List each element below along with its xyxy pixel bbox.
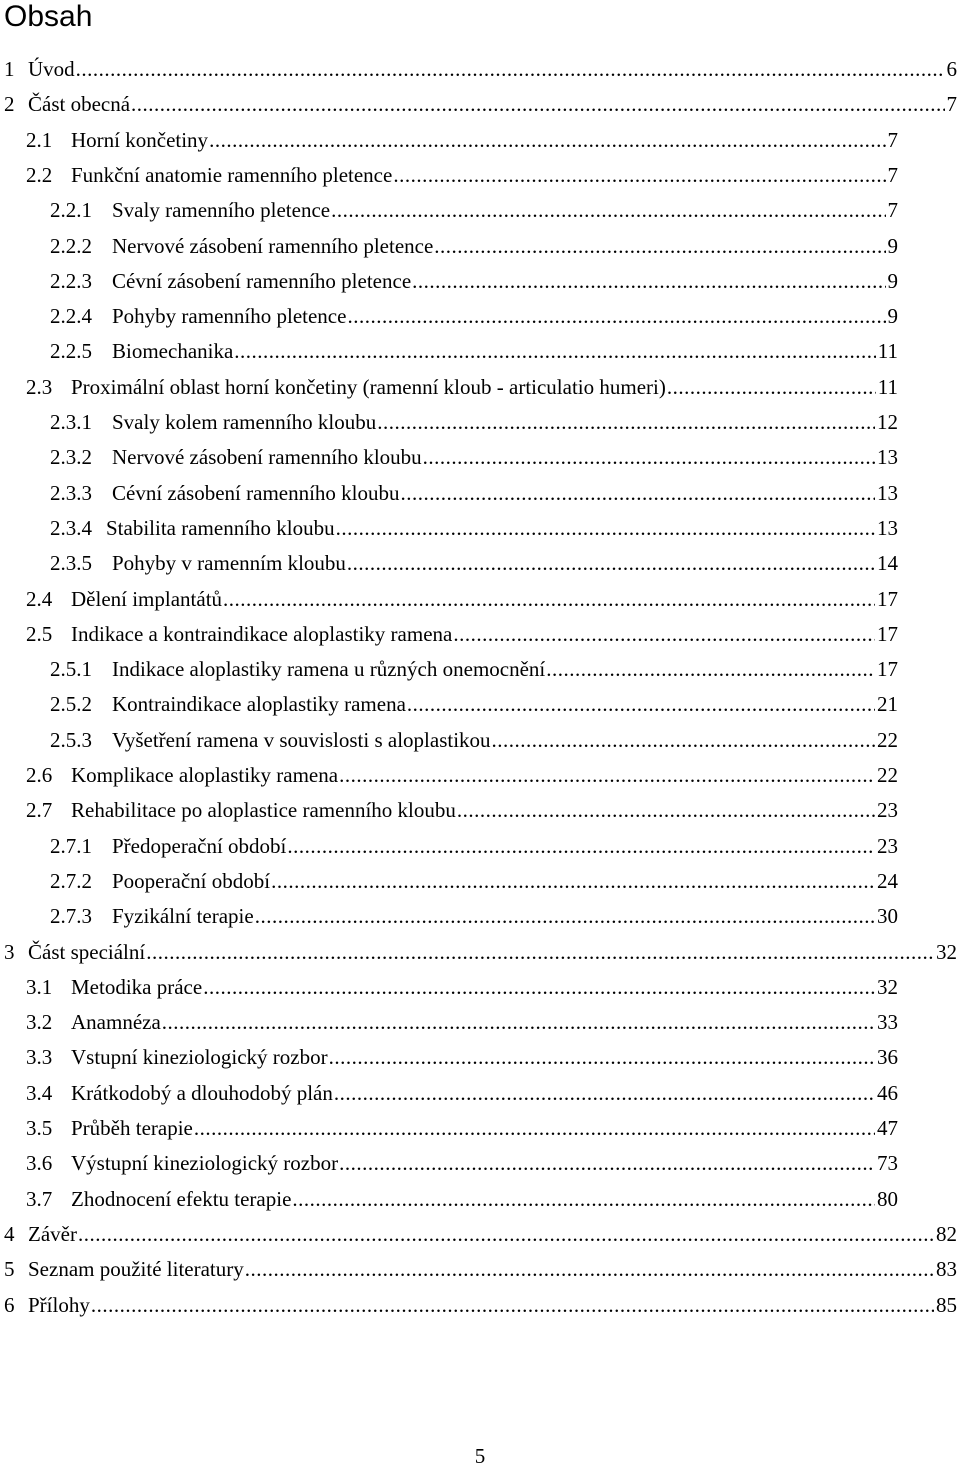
toc-entry[interactable] — [26, 582, 898, 617]
toc-entry-page: 11 — [877, 339, 898, 364]
toc-entry-number: 2.2.5 — [50, 339, 92, 364]
toc-entry-number: 2.2.3 — [50, 268, 92, 293]
toc-entry[interactable] — [26, 1182, 898, 1217]
toc-entry-label: Stabilita ramenního kloubu — [106, 515, 335, 540]
toc-leader-dots — [223, 582, 875, 617]
toc-leader-dots — [209, 123, 885, 158]
toc-entry-page: 32 — [877, 974, 898, 999]
toc-leader-dots — [131, 87, 944, 122]
toc-entry-page: 6 — [946, 57, 957, 81]
toc-leader-dots — [453, 617, 875, 652]
toc-entry-label: Předoperační období — [112, 833, 287, 858]
toc-leader-dots — [347, 299, 885, 334]
toc-entry-number: 2.7.3 — [50, 904, 92, 929]
toc-leader-dots — [78, 1217, 934, 1252]
toc-entry[interactable] — [26, 617, 898, 652]
toc-leader-dots — [492, 723, 875, 758]
toc-entry-label: Cévní zásobení ramenního pletence — [112, 268, 412, 293]
toc-entry-number: 2.5 — [26, 621, 53, 646]
toc-entry-page: 33 — [877, 1010, 898, 1035]
toc-entry-page: 17 — [877, 657, 898, 682]
toc-leader-dots — [287, 829, 875, 864]
toc-leader-dots — [162, 1005, 875, 1040]
toc-leader-dots — [434, 229, 885, 264]
toc-entry-page: 80 — [877, 1186, 898, 1211]
toc-leader-dots — [255, 899, 875, 934]
toc-entry[interactable] — [26, 1040, 898, 1075]
toc-entry-label: Svaly ramenního pletence — [112, 198, 331, 223]
toc-entry-number: 3.4 — [26, 1080, 53, 1105]
toc-entry-number: 6 — [4, 1292, 15, 1317]
toc-entry[interactable] — [4, 935, 957, 970]
toc-entry-label: Nervové zásobení ramenního pletence — [112, 233, 434, 258]
toc-entry-number: 3.1 — [26, 974, 53, 999]
toc-entry[interactable] — [50, 864, 898, 899]
toc-entry-page: 9 — [887, 304, 898, 329]
toc-leader-dots — [76, 52, 945, 87]
toc-entry-page: 17 — [877, 586, 898, 611]
toc-entry-page: 13 — [877, 515, 898, 540]
toc-entry[interactable] — [4, 1288, 957, 1323]
toc-entry-number: 3.2 — [26, 1010, 53, 1035]
toc-entry-label: Úvod — [28, 57, 75, 81]
toc-entry[interactable] — [50, 229, 898, 264]
toc-entry[interactable] — [50, 264, 898, 299]
toc-leader-dots — [234, 334, 875, 369]
toc-entry-label: Funkční anatomie ramenního pletence — [71, 162, 393, 187]
toc-entry-number: 2.3.3 — [50, 480, 92, 505]
toc-leader-dots — [245, 1252, 934, 1287]
toc-entry[interactable] — [26, 123, 898, 158]
toc-entry[interactable] — [4, 1252, 957, 1287]
toc-leader-dots — [347, 546, 875, 581]
toc-entry-page: 73 — [877, 1151, 898, 1176]
toc-entry-number: 1 — [4, 57, 15, 81]
toc-entry-number: 3.3 — [26, 1045, 53, 1070]
toc-entry-number: 2.2 — [26, 162, 53, 187]
toc-entry-page: 22 — [877, 763, 898, 787]
toc-entry[interactable] — [4, 1217, 957, 1252]
toc-entry-page: 23 — [877, 798, 898, 823]
toc-leader-dots — [194, 1111, 875, 1146]
toc-entry-page: 46 — [877, 1080, 898, 1105]
toc-entry-page: 12 — [877, 410, 898, 434]
toc-entry-label: Metodika práce — [71, 974, 203, 999]
toc-entry[interactable] — [50, 829, 898, 864]
toc-entry-number: 2.3.5 — [50, 551, 92, 576]
page-number: 5 — [474, 1444, 486, 1468]
toc-entry-label: Indikace aloplastiky ramena u různých onemocnění — [112, 657, 546, 682]
toc-entry-label: Indikace a kontraindikace aloplastiky ramena — [71, 621, 453, 646]
toc-leader-dots — [407, 687, 875, 722]
toc-entry-label: Průběh terapie — [71, 1116, 193, 1140]
toc-entry-page: 7 — [887, 127, 898, 152]
toc-entry-label: Fyzikální terapie — [112, 904, 254, 929]
toc-entry-label: Část obecná — [28, 92, 131, 117]
toc-entry-label: Přílohy — [28, 1292, 90, 1317]
toc-entry[interactable] — [50, 299, 898, 334]
toc-leader-dots — [334, 1076, 875, 1111]
toc-entry[interactable] — [26, 1005, 898, 1040]
toc-leader-dots — [423, 440, 875, 475]
toc-entry[interactable] — [26, 758, 898, 793]
toc-entry-label: Dělení implantátů — [71, 586, 223, 611]
toc-entry-label: Biomechanika — [112, 339, 234, 364]
toc-entry-label: Krátkodobý a dlouhodobý plán — [71, 1080, 333, 1105]
toc-entry[interactable] — [50, 193, 898, 228]
toc-entry-number: 2.5.1 — [50, 657, 92, 682]
toc-entry[interactable] — [50, 723, 898, 758]
toc-entry-page: 30 — [877, 904, 898, 929]
toc-entry-label: Proximální oblast horní končetiny (ramenní kloub - articulatio humeri) — [71, 374, 666, 399]
toc-entry[interactable] — [26, 1111, 898, 1146]
toc-entry-label: Závěr — [28, 1221, 77, 1246]
toc-leader-dots — [336, 511, 875, 546]
toc-leader-dots — [331, 193, 885, 228]
toc-entry-number: 2 — [4, 92, 15, 117]
toc-leader-dots — [146, 935, 934, 970]
toc-entry-label: Zhodnocení efektu terapie — [71, 1186, 292, 1211]
toc-leader-dots — [271, 864, 875, 899]
toc-entry-page: 13 — [877, 480, 898, 505]
toc-entry-number: 2.7.2 — [50, 868, 92, 893]
toc-entry[interactable] — [26, 370, 898, 405]
toc-entry-page: 83 — [936, 1257, 957, 1282]
toc-entry-page: 47 — [877, 1116, 898, 1140]
toc-entry-page: 24 — [877, 868, 898, 893]
toc-entry-number: 2.3 — [26, 374, 53, 399]
toc-entry-number: 2.2.1 — [50, 198, 92, 223]
toc-entry-page: 13 — [877, 445, 898, 470]
toc-leader-dots — [339, 1146, 875, 1181]
toc-entry-page: 21 — [877, 692, 898, 717]
toc-entry-number: 2.3.4 — [50, 515, 92, 540]
toc-entry-label: Výstupní kineziologický rozbor — [71, 1151, 339, 1176]
toc-entry[interactable] — [50, 334, 898, 369]
toc-entry-page: 36 — [877, 1045, 898, 1070]
toc-entry-page: 11 — [877, 374, 898, 399]
toc-entry-label: Komplikace aloplastiky ramena — [71, 763, 339, 787]
toc-entry-label: Vyšetření ramena v souvislosti s aloplastikou — [112, 727, 491, 752]
toc-leader-dots — [203, 970, 875, 1005]
toc-entry[interactable] — [4, 87, 957, 122]
toc-entry-number: 3 — [4, 939, 15, 964]
toc-entry-label: Pohyby ramenního pletence — [112, 304, 347, 329]
toc-leader-dots — [393, 158, 885, 193]
toc-entry[interactable] — [50, 476, 898, 511]
toc-entry-number: 3.6 — [26, 1151, 53, 1176]
toc-entry[interactable] — [50, 687, 898, 722]
toc-entry-label: Rehabilitace po aloplastice ramenního kloubu — [71, 798, 456, 823]
toc-entry[interactable] — [50, 511, 898, 546]
toc-leader-dots — [339, 758, 875, 793]
toc-entry[interactable] — [4, 52, 957, 87]
toc-entry-page: 9 — [887, 233, 898, 258]
toc-leader-dots — [457, 793, 875, 828]
toc-entry[interactable] — [26, 1076, 898, 1111]
toc-entry-label: Horní končetiny — [71, 127, 209, 152]
toc-entry-number: 5 — [4, 1257, 15, 1282]
toc-entry-number: 2.7 — [26, 798, 53, 823]
toc-entry-number: 3.5 — [26, 1116, 53, 1140]
toc-entry-number: 2.2.4 — [50, 304, 92, 329]
toc-leader-dots — [91, 1288, 934, 1323]
toc-entry[interactable] — [50, 546, 898, 581]
toc-entry-page: 23 — [877, 833, 898, 858]
toc-entry-page: 7 — [887, 162, 898, 187]
toc-entry-page: 14 — [877, 551, 898, 576]
toc-entry-label: Pohyby v ramenním kloubu — [112, 551, 346, 576]
toc-entry-label: Kontraindikace aloplastiky ramena — [112, 692, 406, 717]
toc-entry[interactable] — [50, 440, 898, 475]
toc-entry-page: 17 — [877, 621, 898, 646]
toc-entry-page: 7 — [946, 92, 957, 117]
toc-entry-label: Anamnéza — [71, 1010, 161, 1035]
toc-leader-dots — [292, 1182, 875, 1217]
toc-entry-page: 22 — [877, 727, 898, 752]
toc-leader-dots — [377, 405, 875, 440]
toc-entry-label: Svaly kolem ramenního kloubu — [112, 410, 377, 434]
toc-entry-number: 2.4 — [26, 586, 53, 611]
toc-entry-number: 4 — [4, 1221, 15, 1246]
toc-entry-page: 7 — [887, 198, 898, 223]
toc-entry-label: Vstupní kineziologický rozbor — [71, 1045, 328, 1070]
toc-leader-dots — [329, 1040, 875, 1075]
toc-entry-label: Seznam použité literatury — [28, 1257, 244, 1282]
toc-leader-dots — [412, 264, 885, 299]
toc-entry-label: Pooperační období — [112, 868, 271, 893]
toc-entry-number: 2.7.1 — [50, 833, 92, 858]
toc-entry[interactable] — [26, 158, 898, 193]
toc-entry-number: 2.5.3 — [50, 727, 92, 752]
toc-entry[interactable] — [26, 970, 898, 1005]
toc-entry-number: 2.1 — [26, 127, 53, 152]
toc-entry[interactable] — [50, 652, 898, 687]
toc-entry-label: Cévní zásobení ramenního kloubu — [112, 480, 400, 505]
toc-entry-label: Nervové zásobení ramenního kloubu — [112, 445, 422, 470]
toc-entry[interactable] — [26, 1146, 898, 1181]
toc-entry-number: 2.5.2 — [50, 692, 92, 717]
toc-leader-dots — [667, 370, 876, 405]
toc-entry-number: 2.3.1 — [50, 410, 92, 434]
toc-entry-page: 85 — [936, 1292, 957, 1317]
toc-entry-page: 32 — [936, 939, 957, 964]
toc-entry-label: Část speciální — [28, 939, 146, 964]
page-title: Obsah — [4, 0, 93, 33]
toc-entry-number: 2.6 — [26, 763, 53, 787]
toc-leader-dots — [546, 652, 875, 687]
toc-entry-page: 82 — [936, 1221, 957, 1246]
toc-entry-number: 2.2.2 — [50, 233, 92, 258]
toc-leader-dots — [401, 476, 875, 511]
toc-entry-number: 2.3.2 — [50, 445, 92, 470]
toc-entry-number: 3.7 — [26, 1186, 53, 1211]
toc-entry[interactable] — [26, 793, 898, 828]
toc-entry-page: 9 — [887, 268, 898, 293]
toc-entry[interactable] — [50, 899, 898, 934]
toc-entry[interactable] — [50, 405, 898, 440]
